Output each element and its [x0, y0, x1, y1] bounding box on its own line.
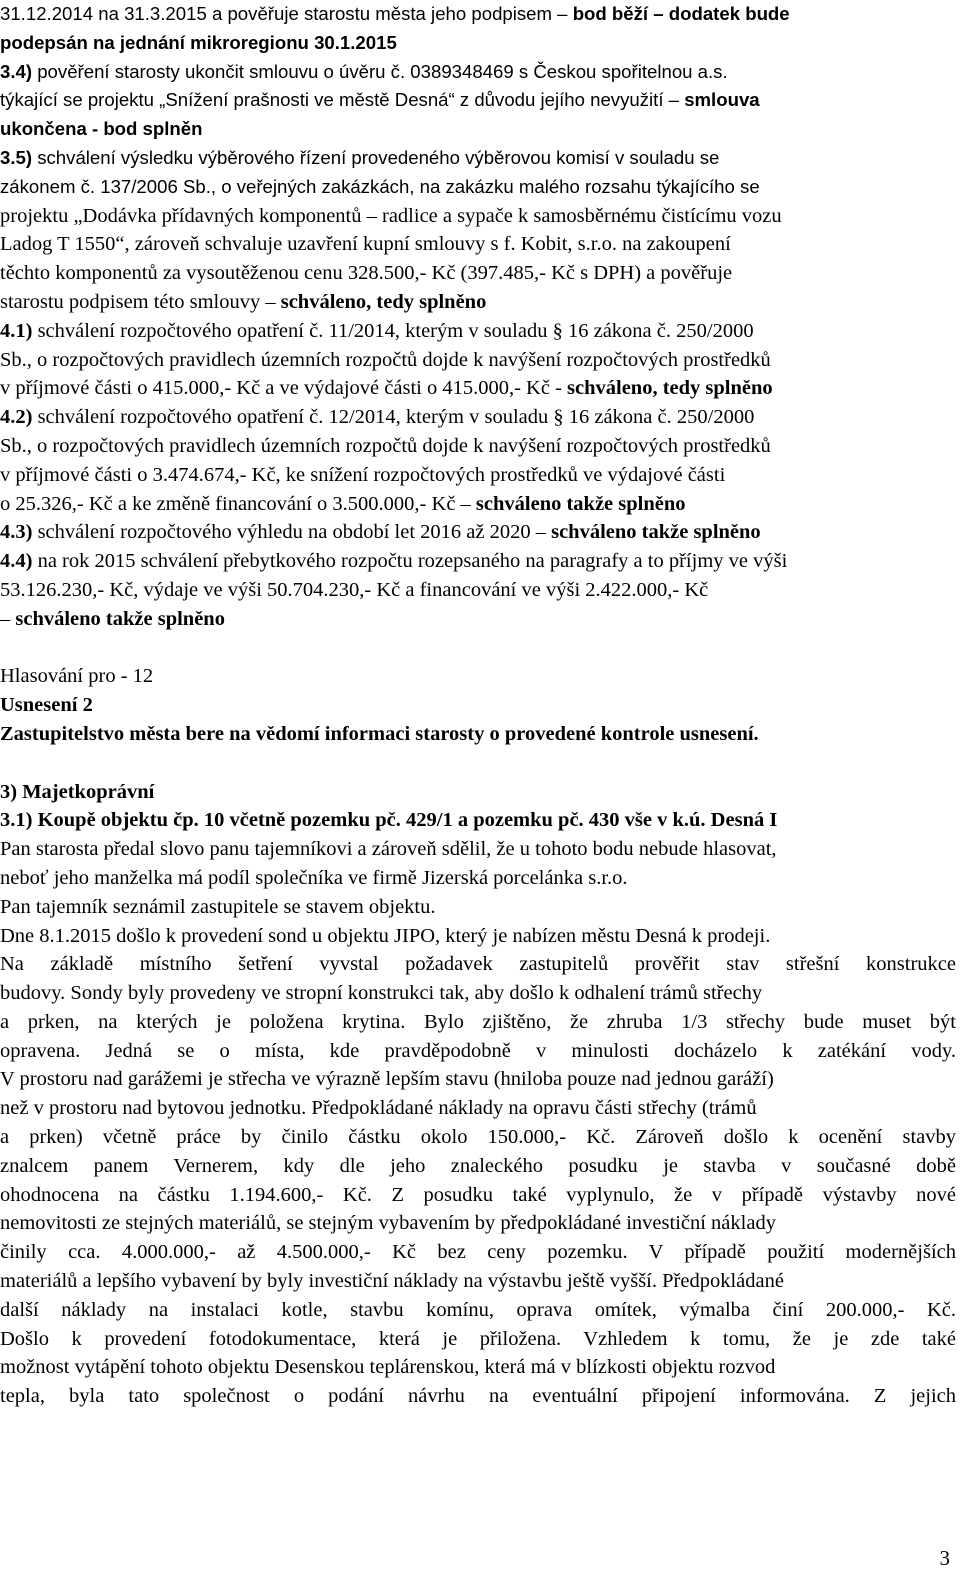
text-line: budovy. Sondy byly provedeny ve stropní konstrukci tak, aby došlo k odhalení trámů střechy — [0, 982, 763, 1005]
text-line: neboť jeho manželka má podíl společníka ve firmě Jizerská porcelánka s.r.o. — [0, 866, 628, 889]
text-line: ukončena - bod splněn — [0, 118, 203, 140]
text-line: než v prostoru nad bytovou jednotku. Předpokládané náklady na opravu části střechy (trámů — [0, 1097, 757, 1120]
text-line: činily cca. 4.000.000,- až 4.500.000,- Kč bez ceny pozemku. V případě použití modernějších — [0, 1241, 956, 1264]
text-line: znalcem panem Vernerem, kdy dle jeho znaleckého posudku je stavba v současné době — [0, 1154, 956, 1177]
text-line: Dne 8.1.2015 došlo k provedení sond u objektu JIPO, který je nabízen městu Desná k prodeji. — [0, 924, 771, 947]
text-line: 4.2) schválení rozpočtového opatření č. 12/2014, kterým v souladu § 16 zákona č. 250/2000 — [0, 406, 755, 429]
text-line: tepla, byla tato společnost o podání návrhu na eventuální připojení informována. Z jejich — [0, 1385, 956, 1408]
page-number: 3 — [939, 1546, 950, 1570]
text-line: možnost vytápění tohoto objektu Desenskou teplárenskou, která má v blízkosti objektu rozvod — [0, 1356, 776, 1379]
text-line: starostu podpisem této smlouvy – schváleno, tedy splněno — [0, 290, 487, 313]
text-line: o 25.326,- Kč a ke změně financování o 3.500.000,- Kč – schváleno takže splněno — [0, 492, 686, 515]
text-line: 31.12.2014 na 31.3.2015 a pověřuje starostu města jeho podpisem – bod běží – dodatek bude — [0, 3, 790, 24]
text-line: V prostoru nad garážemi je střecha ve výrazně lepším stavu (hniloba pouze nad jednou garáží) — [0, 1068, 774, 1091]
text-line: 53.126.230,- Kč, výdaje ve výši 50.704.230,- Kč a financování ve výši 2.422.000,- Kč — [0, 578, 709, 601]
voting-result: Hlasování pro - 12 — [0, 665, 154, 688]
text-line: v příjmové části o 3.474.674,- Kč, ke snížení rozpočtových prostředků ve výdajové části — [0, 463, 726, 486]
text-line: 4.1) schválení rozpočtového opatření č. 11/2014, kterým v souladu § 16 zákona č. 250/2000 — [0, 319, 754, 342]
text-line: Na základě místního šetření vyvstal požadavek zastupitelů prověřit stav střešní konstrukce — [0, 953, 956, 976]
text-line: Došlo k provedení fotodokumentace, která je přiložena. Vzhledem k tomu, že je zde také — [0, 1327, 956, 1350]
text-line: těchto komponentů za vysoutěženou cenu 328.500,- Kč (397.485,- Kč s DPH) a pověřuje — [0, 262, 733, 285]
text-line: materiálů a lepšího vybavení by byly investiční náklady na výstavbu ještě vyšší. Předpokládané — [0, 1270, 784, 1293]
blank-line — [0, 634, 956, 663]
text-line: 3.5) schválení výsledku výběrového řízení provedeného výběrovou komisí v souladu se — [0, 146, 720, 168]
text-line: podepsán na jednání mikroregionu 30.1.2015 — [0, 31, 397, 53]
resolution-heading: Usnesení 2 — [0, 694, 93, 717]
text-line: Pan tajemník seznámil zastupitele se stavem objektu. — [0, 895, 436, 918]
text-line: týkající se projektu „Snížení prašnosti ve městě Desná“ z důvodu jejího nevyužití – smlouva — [0, 89, 760, 111]
text-line: ohodnocena na částku 1.194.600,- Kč. Z posudku také vyplynulo, že v případě výstavby nové — [0, 1183, 956, 1206]
resolution-text: Zastupitelstvo města bere na vědomí informaci starosty o provedené kontrole usnesení. — [0, 722, 759, 745]
text-line: zákonem č. 137/2006 Sb., o veřejných zakázkách, na zakázku malého rozsahu týkajícího se — [0, 175, 760, 197]
section-heading: 3) Majetkoprávní — [0, 780, 155, 803]
text-line: Ladog T 1550“, zároveň schvaluje uzavření kupní smlouvy s f. Kobit, s.r.o. na zakoupení — [0, 233, 731, 256]
blank-line — [0, 749, 956, 778]
text-line: projektu „Dodávka přídavných komponentů – radlice a sypače k samosběrnému čistícímu vozu — [0, 204, 782, 227]
text-line: – schváleno takže splněno — [0, 607, 225, 630]
text-line: opravena. Jedná se o místa, kde pravděpodobně v minulosti docházelo k zatékání vody. — [0, 1039, 956, 1062]
text-line: nemovitosti ze stejných materiálů, se stejným vybavením by předpokládané investiční náklady — [0, 1212, 776, 1235]
text-line: Sb., o rozpočtových pravidlech územních rozpočtů dojde k navýšení rozpočtových prostředků — [0, 348, 771, 371]
subsection-heading: 3.1) Koupě objektu čp. 10 včetně pozemku pč. 429/1 a pozemku pč. 430 vše v k.ú. Desná I — [0, 809, 778, 832]
text-line: a prken) včetně práce by činilo částku okolo 150.000,- Kč. Zároveň došlo k ocenění stavby — [0, 1126, 956, 1149]
text-line: Sb., o rozpočtových pravidlech územních rozpočtů dojde k navýšení rozpočtových prostředků — [0, 434, 771, 457]
text-line: Pan starosta předal slovo panu tajemníkovi a zároveň sdělil, že u tohoto bodu nebude hlasovat, — [0, 838, 777, 861]
text-line: 4.4) na rok 2015 schválení přebytkového rozpočtu rozepsaného na paragrafy a to příjmy ve výši — [0, 550, 788, 573]
text-line: 3.4) pověření starosty ukončit smlouvu o úvěru č. 0389348469 s Českou spořitelnou a.s. — [0, 60, 728, 82]
text-line: v příjmové části o 415.000,- Kč a ve výdajové části o 415.000,- Kč - schváleno, tedy splněno — [0, 377, 773, 400]
text-line: další náklady na instalaci kotle, stavbu komínu, oprava omítek, výmalba činí 200.000,- Kč. — [0, 1298, 956, 1321]
text-line: a prken, na kterých je položena krytina. Bylo zjištěno, že zhruba 1/3 střechy bude muset být — [0, 1010, 956, 1033]
text-line: 4.3) schválení rozpočtového výhledu na období let 2016 až 2020 – schváleno takže splněno — [0, 521, 761, 544]
